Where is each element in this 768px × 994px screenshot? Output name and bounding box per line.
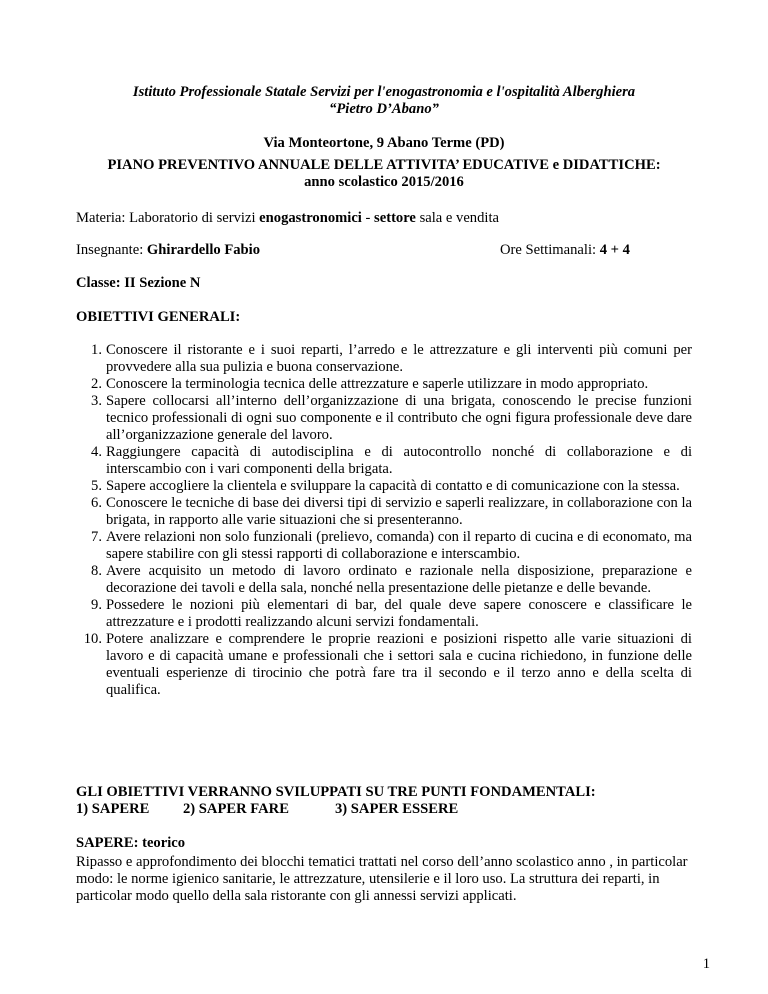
sapere-heading: SAPERE: teorico bbox=[76, 835, 186, 851]
hours-value: 4 + 4 bbox=[599, 242, 630, 258]
subject-label: Materia: Laboratorio di servizi bbox=[76, 210, 260, 226]
teacher-line bbox=[76, 242, 260, 259]
objective-text: Conoscere le tecniche di base dei diversi tipi di servizio e saperli realizzare, in collaborazione con la brigata, in rapporto alle varie situazioni che si presenteranno. bbox=[106, 495, 692, 528]
objective-number: 8. bbox=[91, 563, 102, 579]
teacher-name: Ghirardello Fabio bbox=[146, 242, 261, 258]
sapere-paragraph: Ripasso e approfondimento dei blocchi tematici trattati nel corso dell’anno scolastico anno , in particolar modo: le norme igienico sanitarie, le attrezzature, utensilerie e il loro uso. La struttura dei reparti, in particolar modo quello della sala ristorante con gli annessi servizi applicati. bbox=[76, 854, 688, 904]
objective-item bbox=[91, 495, 692, 529]
objective-number: 5. bbox=[91, 478, 102, 494]
objective-number: 6. bbox=[91, 495, 102, 511]
objective-number: 1. bbox=[91, 342, 102, 358]
weekly-hours bbox=[500, 242, 630, 259]
objective-text: Conoscere la terminologia tecnica delle attrezzature e saperle utilizzare in modo appropriato. bbox=[106, 376, 649, 392]
subject-rest: sala e vendita bbox=[415, 210, 499, 226]
objective-number: 4. bbox=[91, 444, 102, 460]
objective-text: Raggiungere capacità di autodisciplina e di autocontrollo nonché di collaborazione e di interscambio con i vari componenti della brigata. bbox=[106, 444, 692, 477]
objective-item bbox=[91, 529, 692, 563]
institute-name: Istituto Professionale Statale Servizi per l'enogastronomia e l'ospitalità Alberghiera bbox=[132, 84, 636, 100]
subject-bold-1: enogastronomici bbox=[259, 210, 362, 226]
objective-number: 7. bbox=[91, 529, 102, 545]
plan-title: PIANO PREVENTIVO ANNUALE DELLE ATTIVITA’ EDUCATIVE e DIDATTICHE: bbox=[107, 157, 661, 173]
objective-text: Conoscere il ristorante e i suoi reparti, l’arredo e le attrezzature e gli interventi più comuni per provvedere alla sua pulizia e buona conservazione. bbox=[106, 342, 692, 375]
objective-text: Sapere collocarsi all’interno dell’organizzazione di una brigata, conoscendo le precise funzioni tecnico professionali di ogni suo componente e il contributo che ogni figura professionale deve dare all’organizzazione generale del lavoro. bbox=[106, 393, 692, 443]
objective-item bbox=[91, 342, 692, 376]
objective-item bbox=[91, 597, 692, 631]
objective-item bbox=[91, 444, 692, 478]
page-number: 1 bbox=[702, 956, 710, 972]
point-saper-essere: 3) SAPER ESSERE bbox=[335, 801, 459, 817]
point-saper-fare: 2) SAPER FARE bbox=[183, 801, 289, 817]
teacher-label: Insegnante: bbox=[76, 242, 147, 258]
school-year: anno scolastico 2015/2016 bbox=[304, 174, 464, 190]
subject-separator: - bbox=[361, 210, 375, 226]
objective-number: 10. bbox=[83, 631, 102, 647]
objective-item bbox=[91, 376, 692, 393]
point-sapere: 1) SAPERE bbox=[76, 801, 150, 817]
objective-text: Sapere accogliere la clientela e sviluppare la capacità di contatto e di comunicazione con la stessa. bbox=[106, 478, 680, 494]
objective-item bbox=[91, 563, 692, 597]
objectives-heading: OBIETTIVI GENERALI: bbox=[76, 309, 241, 325]
objective-number: 2. bbox=[91, 376, 102, 392]
objective-text: Possedere le nozioni più elementari di bar, del quale deve sapere conoscere e classificare le attrezzature e i prodotti realizzando alcuni servizi fondamentali. bbox=[106, 597, 692, 630]
objective-item bbox=[83, 631, 692, 699]
objective-text: Potere analizzare e comprendere le proprie reazioni e posizioni rispetto alle varie situazioni di lavoro e di capacità umane e professionali che i settori sala e cucina richiedono, in funzione delle eventuali esperienze di tirocinio che potrà fare tra il secondo e il terzo anno e della scelta di qualifica. bbox=[106, 631, 692, 698]
institute-address: Via Monteortone, 9 Abano Terme (PD) bbox=[263, 135, 505, 151]
objectives-list bbox=[83, 342, 692, 699]
objective-item bbox=[91, 393, 692, 444]
points-heading: GLI OBIETTIVI VERRANNO SVILUPPATI SU TRE PUNTI FONDAMENTALI: bbox=[76, 784, 596, 800]
objective-number: 9. bbox=[91, 597, 102, 613]
objective-number: 3. bbox=[91, 393, 102, 409]
subject-bold-2: settore bbox=[374, 210, 416, 226]
objective-text: Avere relazioni non solo funzionali (prelievo, comanda) con il reparto di cucina e di economato, ma sapere stabilire con gli stessi rapporti di collaborazione e interscambio. bbox=[106, 529, 692, 562]
objective-text: Avere acquisito un metodo di lavoro ordinato e razionale nella disposizione, preparazione e decorazione dei tavoli e della sala, nonché nella presentazione delle pietanze e delle bevande. bbox=[106, 563, 692, 596]
subject-line bbox=[76, 210, 499, 227]
class-section: Classe: II Sezione N bbox=[76, 275, 201, 291]
objective-item bbox=[91, 478, 692, 495]
hours-label: Ore Settimanali: bbox=[500, 242, 600, 258]
institute-dedication: “Pietro D’Abano” bbox=[329, 101, 439, 117]
